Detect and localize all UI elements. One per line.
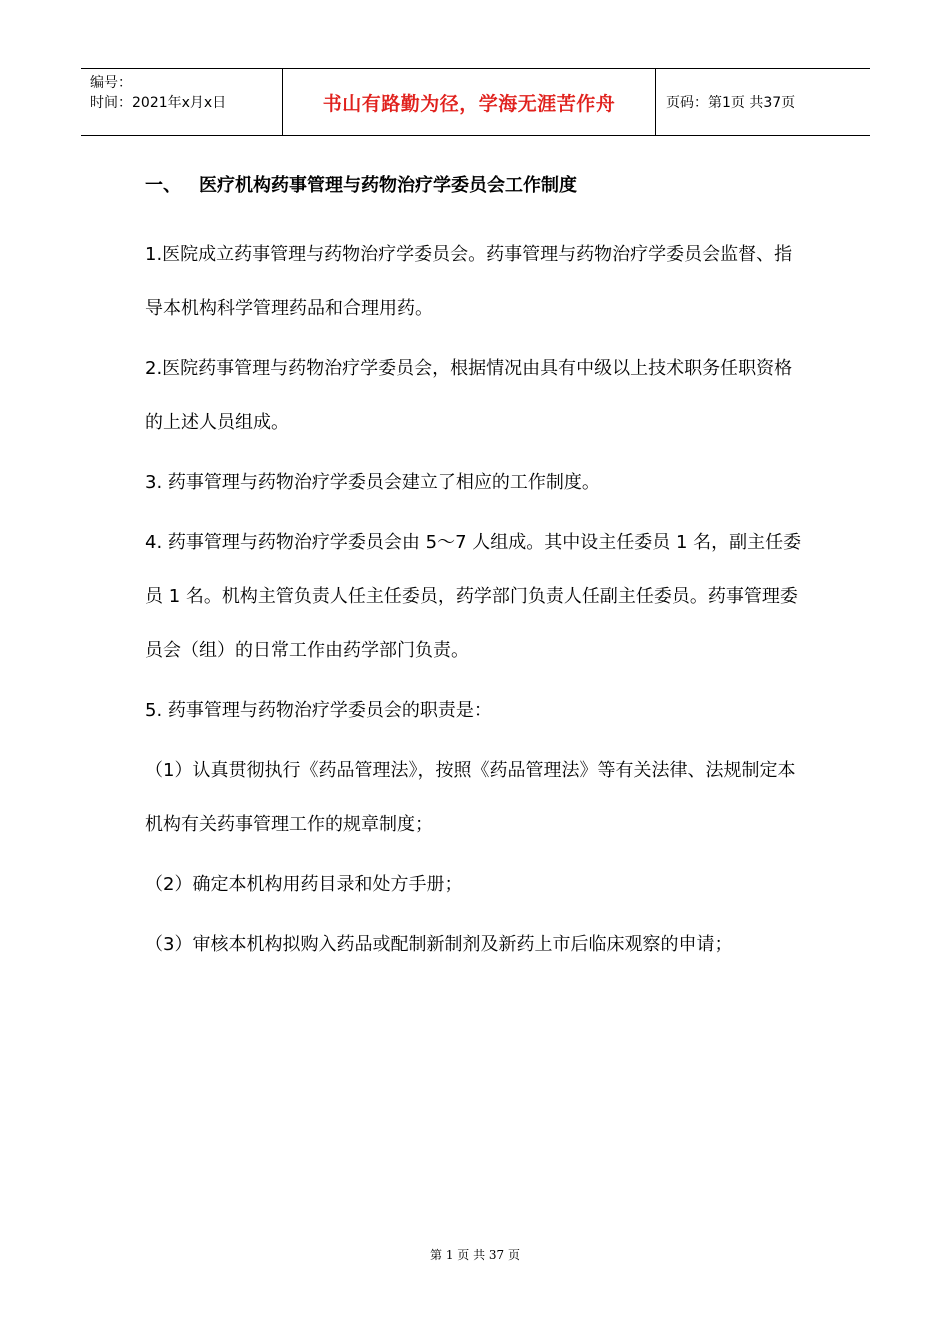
doc-date: 时间：2021年x月x日 xyxy=(90,95,227,111)
section-heading xyxy=(145,168,810,204)
paragraph-5-item-3: （3）审核本机构拟购入药品或配制新制剂及新药上市后临床观察的申请； xyxy=(145,934,733,955)
header-meta xyxy=(81,69,282,135)
paragraph-1: 1.医院成立药事管理与药物治疗学委员会。药事管理与药物治疗学委员会监督、指导本机构科学管理药品和合理用药。 xyxy=(145,244,793,319)
paragraph-3: 3. 药事管理与药物治疗学委员会建立了相应的工作制度。 xyxy=(145,472,600,493)
header-page-cell xyxy=(656,69,870,135)
page-header xyxy=(81,68,870,136)
header-motto: 书山有路勤为径，学海无涯苦作舟 xyxy=(322,92,616,115)
doc-number-label: 编号： xyxy=(90,75,132,91)
document-body xyxy=(145,168,810,978)
page-footer: 第 1 页 共 37 页 xyxy=(430,1248,520,1262)
section-number: 一、 xyxy=(145,175,181,196)
header-page-info: 页码：第1页 共37页 xyxy=(666,95,796,111)
paragraph-4: 4. 药事管理与药物治疗学委员会由 5～7 人组成。其中设主任委员 1 名，副主任委员 1 名。机构主管负责人任主任委员，药学部门负责人任副主任委员。药事管理委员会（组）的日常工作由药学部门负责。 xyxy=(145,532,802,661)
section-title: 医疗机构药事管理与药物治疗学委员会工作制度 xyxy=(199,175,577,196)
paragraph-2: 2.医院药事管理与药物治疗学委员会，根据情况由具有中级以上技术职务任职资格的上述人员组成。 xyxy=(145,358,793,433)
paragraph-5-item-1: （1）认真贯彻执行《药品管理法》，按照《药品管理法》等有关法律、法规制定本机构有关药事管理工作的规章制度； xyxy=(145,760,796,835)
paragraph-5: 5. 药事管理与药物治疗学委员会的职责是： xyxy=(145,700,492,721)
header-motto-cell xyxy=(282,69,656,135)
paragraph-5-item-2: （2）确定本机构用药目录和处方手册； xyxy=(145,874,463,895)
